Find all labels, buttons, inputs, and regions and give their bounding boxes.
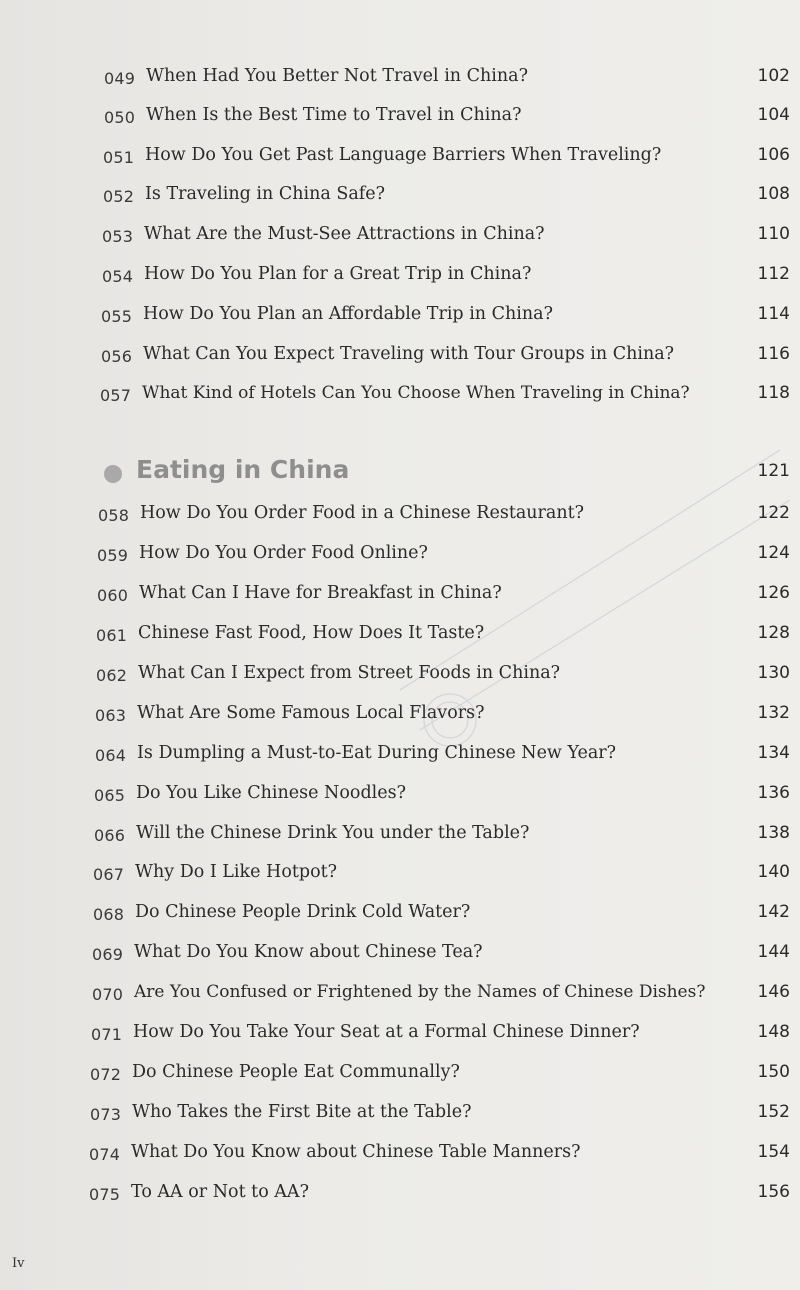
toc-entry[interactable] bbox=[0, 900, 800, 930]
entry-number: 063 bbox=[95, 706, 127, 725]
entry-title: Do Chinese People Drink Cold Water? bbox=[135, 902, 471, 922]
toc-entry[interactable] bbox=[0, 781, 800, 811]
entry-page: 102 bbox=[757, 66, 790, 86]
entry-page: 122 bbox=[757, 503, 790, 523]
entry-page: 132 bbox=[757, 703, 790, 723]
entry-page: 116 bbox=[757, 344, 790, 364]
toc-entry[interactable] bbox=[0, 143, 800, 173]
entry-title: How Do You Order Food in a Chinese Restaurant? bbox=[140, 503, 585, 523]
toc-entry[interactable] bbox=[0, 581, 800, 611]
entry-title: Why Do I Like Hotpot? bbox=[135, 862, 338, 882]
entry-number: 065 bbox=[94, 786, 126, 805]
entry-page: 148 bbox=[757, 1022, 790, 1042]
entry-page: 146 bbox=[757, 982, 790, 1002]
entry-page: 150 bbox=[757, 1062, 790, 1082]
entry-title: How Do You Plan for a Great Trip in China? bbox=[144, 264, 532, 284]
entry-number: 073 bbox=[90, 1105, 122, 1124]
entry-title: Do You Like Chinese Noodles? bbox=[136, 783, 406, 803]
entry-number: 070 bbox=[92, 985, 124, 1004]
entry-page: 130 bbox=[757, 663, 790, 683]
toc-entry[interactable] bbox=[0, 621, 800, 651]
entry-title: What Do You Know about Chinese Tea? bbox=[134, 942, 483, 962]
entry-number: 060 bbox=[97, 586, 129, 605]
entry-title: How Do You Take Your Seat at a Formal Chinese Dinner? bbox=[133, 1022, 640, 1042]
toc-entry[interactable] bbox=[0, 501, 800, 531]
toc-entry[interactable] bbox=[0, 541, 800, 571]
entry-number: 064 bbox=[95, 746, 127, 765]
toc-entry[interactable] bbox=[0, 980, 800, 1010]
entry-page: 104 bbox=[757, 105, 790, 125]
entry-title: When Had You Better Not Travel in China? bbox=[146, 66, 528, 86]
toc-entry[interactable] bbox=[0, 940, 800, 970]
entry-number: 050 bbox=[104, 108, 136, 127]
toc-entry[interactable] bbox=[0, 701, 800, 731]
entry-title: What Are Some Famous Local Flavors? bbox=[137, 703, 485, 723]
entry-number: 066 bbox=[94, 826, 126, 845]
section-title: Eating in China bbox=[136, 455, 350, 484]
entry-number: 051 bbox=[103, 148, 135, 167]
entry-number: 068 bbox=[93, 905, 125, 924]
entry-page: 106 bbox=[757, 145, 790, 165]
entry-title: Chinese Fast Food, How Does It Taste? bbox=[138, 623, 485, 643]
toc-entry[interactable] bbox=[0, 741, 800, 771]
entry-title: What Can I Have for Breakfast in China? bbox=[139, 583, 502, 603]
toc-entry[interactable] bbox=[0, 1140, 800, 1170]
entry-title: What Are the Must-See Attractions in China? bbox=[144, 224, 545, 244]
entry-title: How Do You Plan an Affordable Trip in China? bbox=[143, 304, 553, 324]
entry-title: Are You Confused or Frightened by the Names of Chinese Dishes? bbox=[134, 982, 706, 1002]
entry-number: 069 bbox=[92, 945, 124, 964]
entry-page: 144 bbox=[757, 942, 790, 962]
toc-entry[interactable] bbox=[0, 182, 800, 212]
section-heading[interactable] bbox=[0, 455, 800, 491]
toc-entry[interactable] bbox=[0, 64, 800, 94]
entry-title: Do Chinese People Eat Communally? bbox=[132, 1062, 460, 1082]
entry-number: 055 bbox=[101, 307, 133, 326]
entry-page: 124 bbox=[757, 543, 790, 563]
entry-page: 136 bbox=[757, 783, 790, 803]
entry-title: Will the Chinese Drink You under the Table? bbox=[136, 823, 530, 843]
entry-number: 071 bbox=[91, 1025, 123, 1044]
entry-title: What Can I Expect from Street Foods in China? bbox=[138, 663, 561, 683]
entry-number: 049 bbox=[104, 69, 136, 88]
entry-number: 075 bbox=[89, 1185, 121, 1204]
toc-entry[interactable] bbox=[0, 860, 800, 890]
toc-entry[interactable] bbox=[0, 222, 800, 252]
entry-title: Is Traveling in China Safe? bbox=[145, 184, 385, 204]
entry-number: 062 bbox=[96, 666, 128, 685]
entry-number: 056 bbox=[101, 347, 133, 366]
toc-entry[interactable] bbox=[0, 1180, 800, 1210]
entry-page: 142 bbox=[757, 902, 790, 922]
entry-page: 152 bbox=[757, 1102, 790, 1122]
toc-entry[interactable] bbox=[0, 103, 800, 133]
entry-page: 138 bbox=[757, 823, 790, 843]
page-folio: Iv bbox=[12, 1256, 25, 1271]
entry-page: 112 bbox=[757, 264, 790, 284]
entry-page: 134 bbox=[757, 743, 790, 763]
entry-title: Is Dumpling a Must-to-Eat During Chinese New Year? bbox=[137, 743, 617, 763]
entry-number: 067 bbox=[93, 865, 125, 884]
entry-number: 059 bbox=[97, 546, 129, 565]
entry-title: Who Takes the First Bite at the Table? bbox=[132, 1102, 472, 1122]
toc-entry[interactable] bbox=[0, 661, 800, 691]
entry-title: How Do You Order Food Online? bbox=[139, 543, 428, 563]
bullet-dot-icon bbox=[104, 465, 122, 483]
entry-page: 140 bbox=[757, 862, 790, 882]
entry-title: What Can You Expect Traveling with Tour Groups in China? bbox=[143, 344, 675, 364]
entry-title: What Kind of Hotels Can You Choose When Traveling in China? bbox=[142, 383, 690, 403]
toc-entry[interactable] bbox=[0, 1060, 800, 1090]
toc-entry[interactable] bbox=[0, 1100, 800, 1130]
entry-title: How Do You Get Past Language Barriers When Traveling? bbox=[145, 145, 662, 165]
entry-number: 054 bbox=[102, 267, 134, 286]
entry-page: 154 bbox=[757, 1142, 790, 1162]
entry-title: When Is the Best Time to Travel in China? bbox=[146, 105, 522, 125]
entry-title: To AA or Not to AA? bbox=[131, 1182, 309, 1202]
toc-entry[interactable] bbox=[0, 821, 800, 851]
entry-page: 128 bbox=[757, 623, 790, 643]
entry-number: 061 bbox=[96, 626, 128, 645]
entry-page: 110 bbox=[757, 224, 790, 244]
entry-title: What Do You Know about Chinese Table Manners? bbox=[131, 1142, 581, 1162]
entry-number: 058 bbox=[98, 506, 130, 525]
entry-page: 118 bbox=[757, 383, 790, 403]
entry-number: 053 bbox=[102, 227, 134, 246]
toc-entry[interactable] bbox=[0, 262, 800, 292]
entry-number: 074 bbox=[89, 1145, 121, 1164]
toc-entry[interactable] bbox=[0, 342, 800, 372]
section-page: 121 bbox=[757, 461, 790, 481]
entry-number: 072 bbox=[90, 1065, 122, 1084]
entry-page: 156 bbox=[757, 1182, 790, 1202]
entry-number: 057 bbox=[100, 386, 132, 405]
entry-number: 052 bbox=[103, 187, 135, 206]
toc-entry[interactable] bbox=[0, 1020, 800, 1050]
toc-entry[interactable] bbox=[0, 381, 800, 411]
entry-page: 126 bbox=[757, 583, 790, 603]
entry-page: 114 bbox=[757, 304, 790, 324]
toc-entry[interactable] bbox=[0, 302, 800, 332]
entry-page: 108 bbox=[757, 184, 790, 204]
